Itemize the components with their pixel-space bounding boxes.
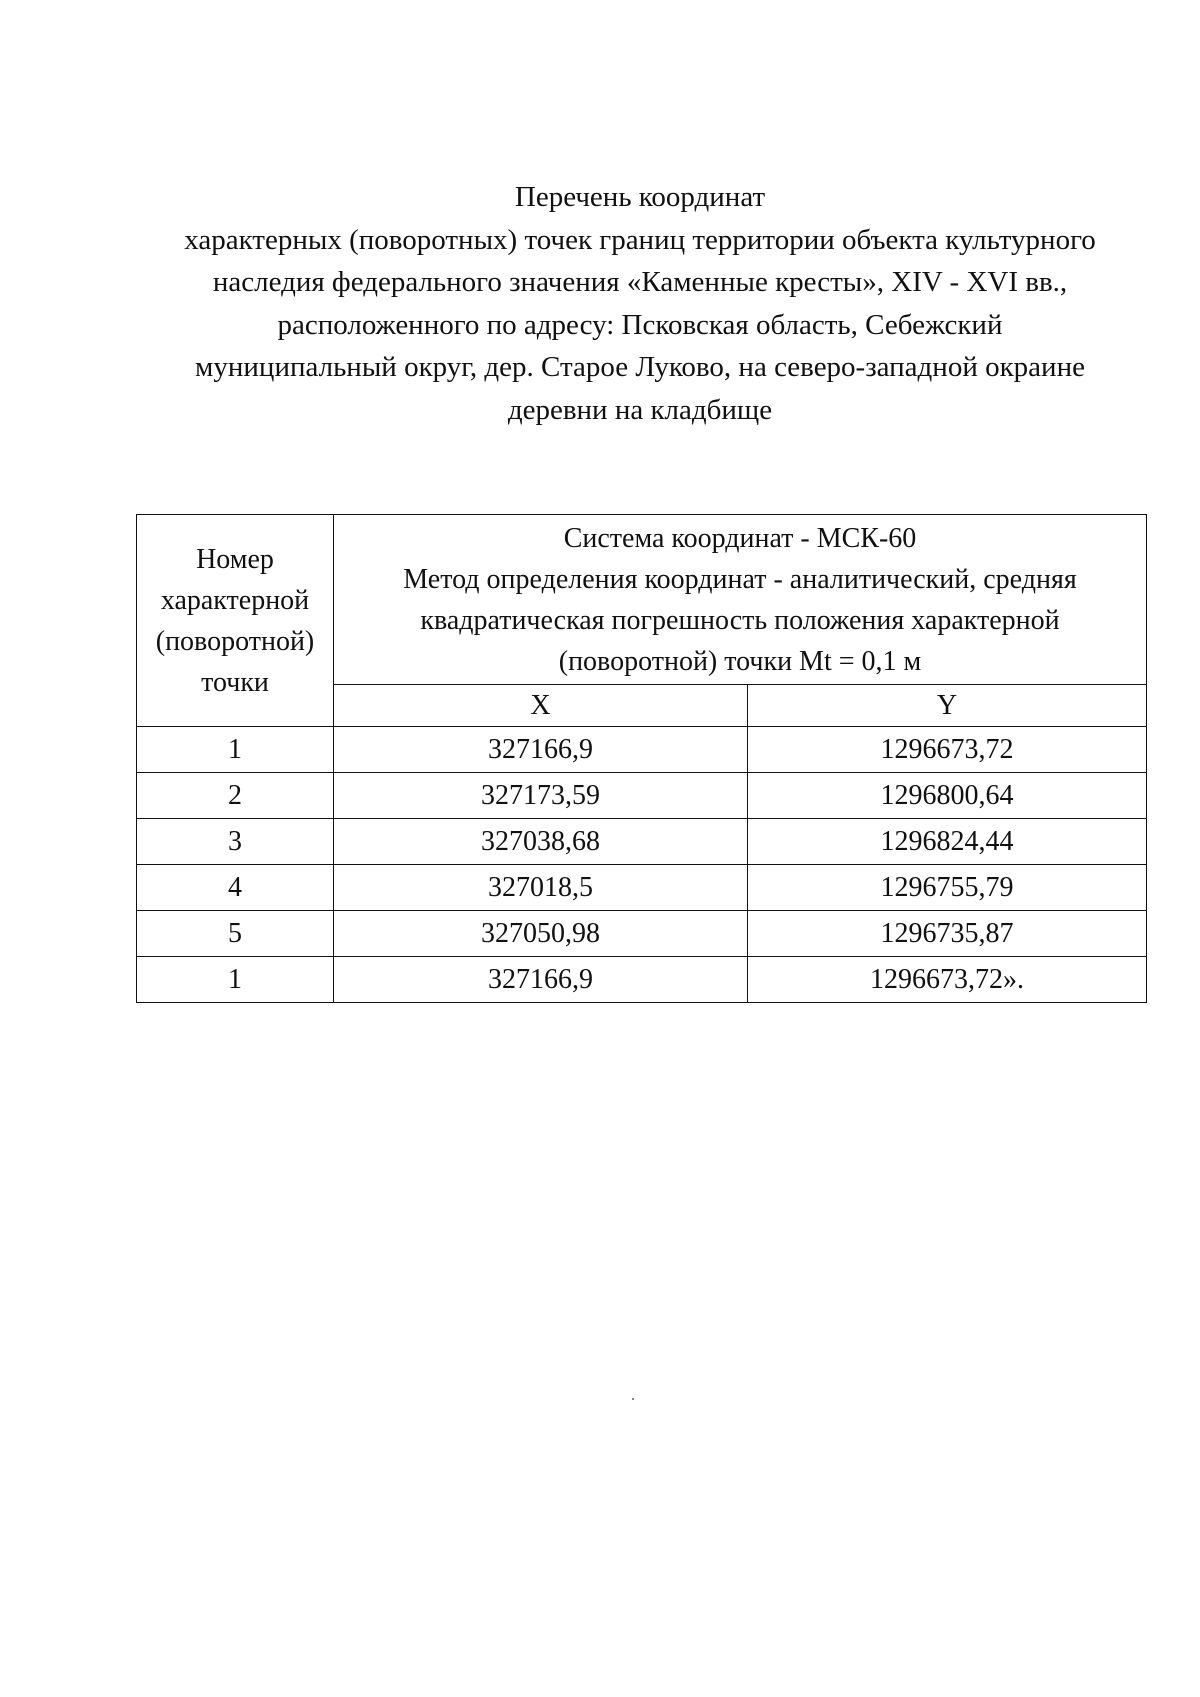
table-row <box>137 911 1147 957</box>
y-value-cell: 1296800,64 <box>748 773 1147 819</box>
header-text-line: точки <box>201 666 269 698</box>
point-number-cell: 1 <box>137 957 334 1003</box>
header-text-line: (поворотной) <box>155 625 315 657</box>
point-number-header <box>137 515 334 727</box>
point-number-cell: 2 <box>137 773 334 819</box>
x-value-cell: 327038,68 <box>334 819 748 865</box>
y-value-cell: 1296755,79 <box>748 865 1147 911</box>
heading-line: расположенного по адресу: Псковская область, Себежский <box>277 308 1003 341</box>
table-header-row <box>137 515 1147 685</box>
x-column-header: X <box>334 685 748 727</box>
heading-line: Перечень координат <box>514 181 766 213</box>
x-value-cell: 327173,59 <box>334 773 748 819</box>
y-value-cell: 1296673,72 <box>748 727 1147 773</box>
document-heading <box>140 176 1140 431</box>
point-number-cell: 3 <box>137 819 334 865</box>
y-value-cell: 1296735,87 <box>748 911 1147 957</box>
y-column-header: Y <box>748 685 1147 727</box>
header-text-line: Метод определения координат - аналитический, средняя <box>403 564 1077 595</box>
x-value-cell: 327166,9 <box>334 727 748 773</box>
heading-line: деревни на кладбище <box>507 393 773 426</box>
table-row <box>137 865 1147 911</box>
header-text-line: характерной <box>160 584 310 616</box>
y-value-cell: 1296673,72». <box>748 957 1147 1003</box>
table-row <box>137 773 1147 819</box>
scan-speck <box>632 1398 634 1400</box>
header-text-line: Номер <box>196 543 274 575</box>
header-text-line: Система координат - МСК-60 <box>563 523 917 554</box>
header-text-line: квадратическая погрешность положения характерной <box>420 605 1060 636</box>
point-number-cell: 5 <box>137 911 334 957</box>
heading-line: наследия федерального значения «Каменные кресты», XIV - XVI вв., <box>212 266 1068 298</box>
point-number-cell: 4 <box>137 865 334 911</box>
coordinate-system-header <box>334 515 1147 685</box>
table-row <box>137 727 1147 773</box>
table-row <box>137 819 1147 865</box>
heading-line: характерных (поворотных) точек границ территории объекта культурного <box>184 223 1096 256</box>
header-text-line: (поворотной) точки Mt = 0,1 м <box>558 646 922 677</box>
x-value-cell: 327018,5 <box>334 865 748 911</box>
point-number-cell: 1 <box>137 727 334 773</box>
x-value-cell: 327050,98 <box>334 911 748 957</box>
x-value-cell: 327166,9 <box>334 957 748 1003</box>
coordinates-table <box>136 514 1147 1003</box>
y-value-cell: 1296824,44 <box>748 819 1147 865</box>
heading-line: муниципальный округ, дер. Старое Луково, на северо-западной окраине <box>195 351 1085 383</box>
table-row <box>137 957 1147 1003</box>
